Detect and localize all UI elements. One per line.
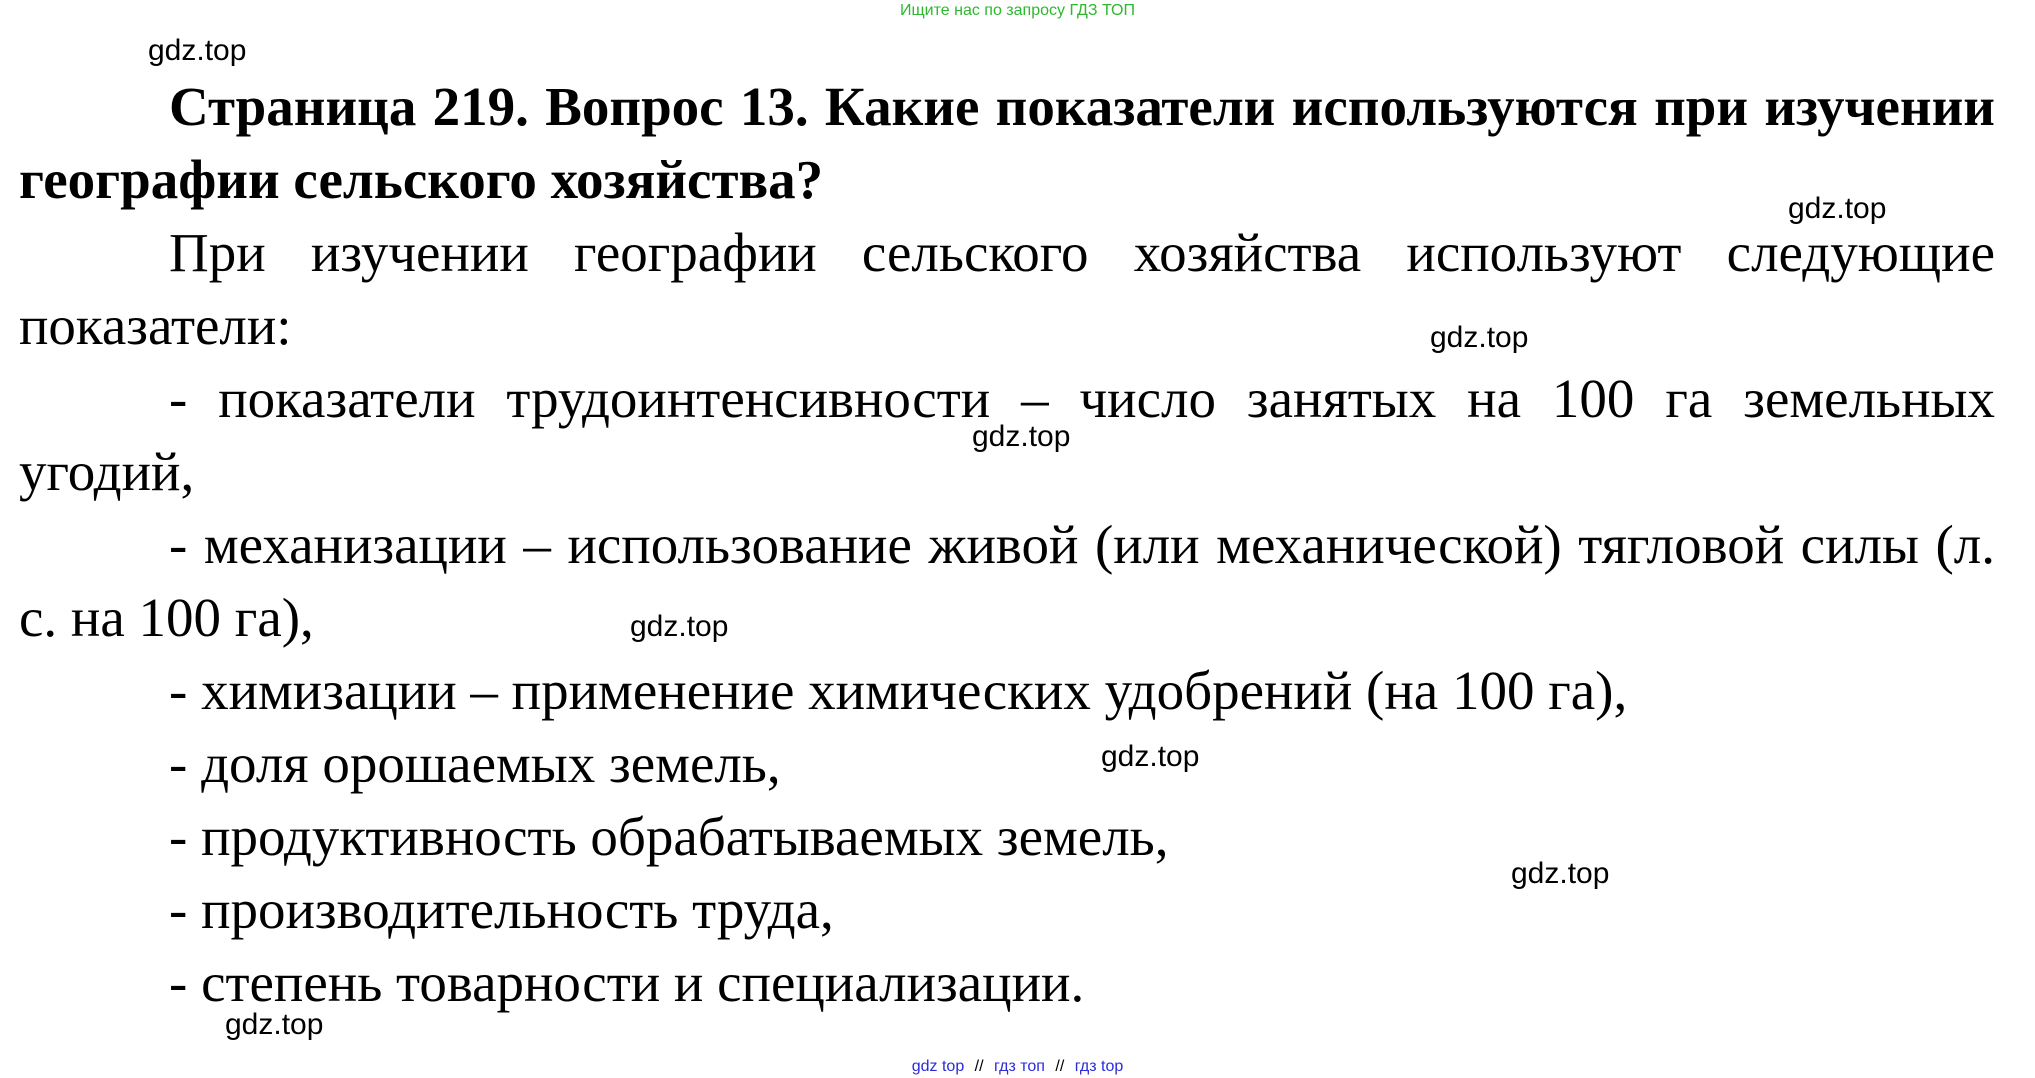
list-item: - степень товарности и специализации. xyxy=(169,952,1085,1013)
watermark: gdz.top xyxy=(1430,321,1529,354)
footer-link-gdz-top-mixed[interactable]: гдз top xyxy=(1074,1058,1124,1075)
footer-separator: // xyxy=(974,1058,984,1075)
footer-separator: // xyxy=(1055,1058,1065,1075)
watermark: gdz.top xyxy=(630,610,729,643)
watermark: gdz.top xyxy=(225,1008,324,1041)
watermark: gdz.top xyxy=(1101,740,1200,773)
question-heading: Страница 219. Вопрос 13. Какие показатели используются при изучении географии сельского хозяйства? xyxy=(19,76,1995,210)
watermark: gdz.top xyxy=(148,34,247,67)
watermark: gdz.top xyxy=(1788,192,1887,225)
list-item: - доля орошаемых земель, xyxy=(169,733,781,794)
list-item: - продуктивность обрабатываемых земель, xyxy=(169,806,1169,867)
list-item: - химизации – применение химических удобрений (на 100 га), xyxy=(169,660,1628,721)
footer-link-gdz-top[interactable]: gdz top xyxy=(911,1058,965,1075)
watermark: gdz.top xyxy=(1511,857,1610,890)
footer-link-gdz-top-ru[interactable]: гдз топ xyxy=(994,1058,1045,1075)
intro-paragraph: При изучении географии сельского хозяйства используют следующие показатели: xyxy=(19,222,1995,356)
list-item: - производительность труда, xyxy=(169,879,834,940)
list-item: - механизации – использование живой (или механической) тягловой силы (л. с. на 100 га), xyxy=(19,514,1995,648)
footer-links xyxy=(0,1058,2035,1076)
list-item: - показатели трудоинтенсивности – число занятых на 100 га земельных угодий, xyxy=(19,368,1995,502)
answer-content xyxy=(19,70,1995,1019)
top-banner[interactable]: Ищите нас по запросу ГДЗ ТОП xyxy=(900,2,1135,19)
watermark: gdz.top xyxy=(972,420,1071,453)
